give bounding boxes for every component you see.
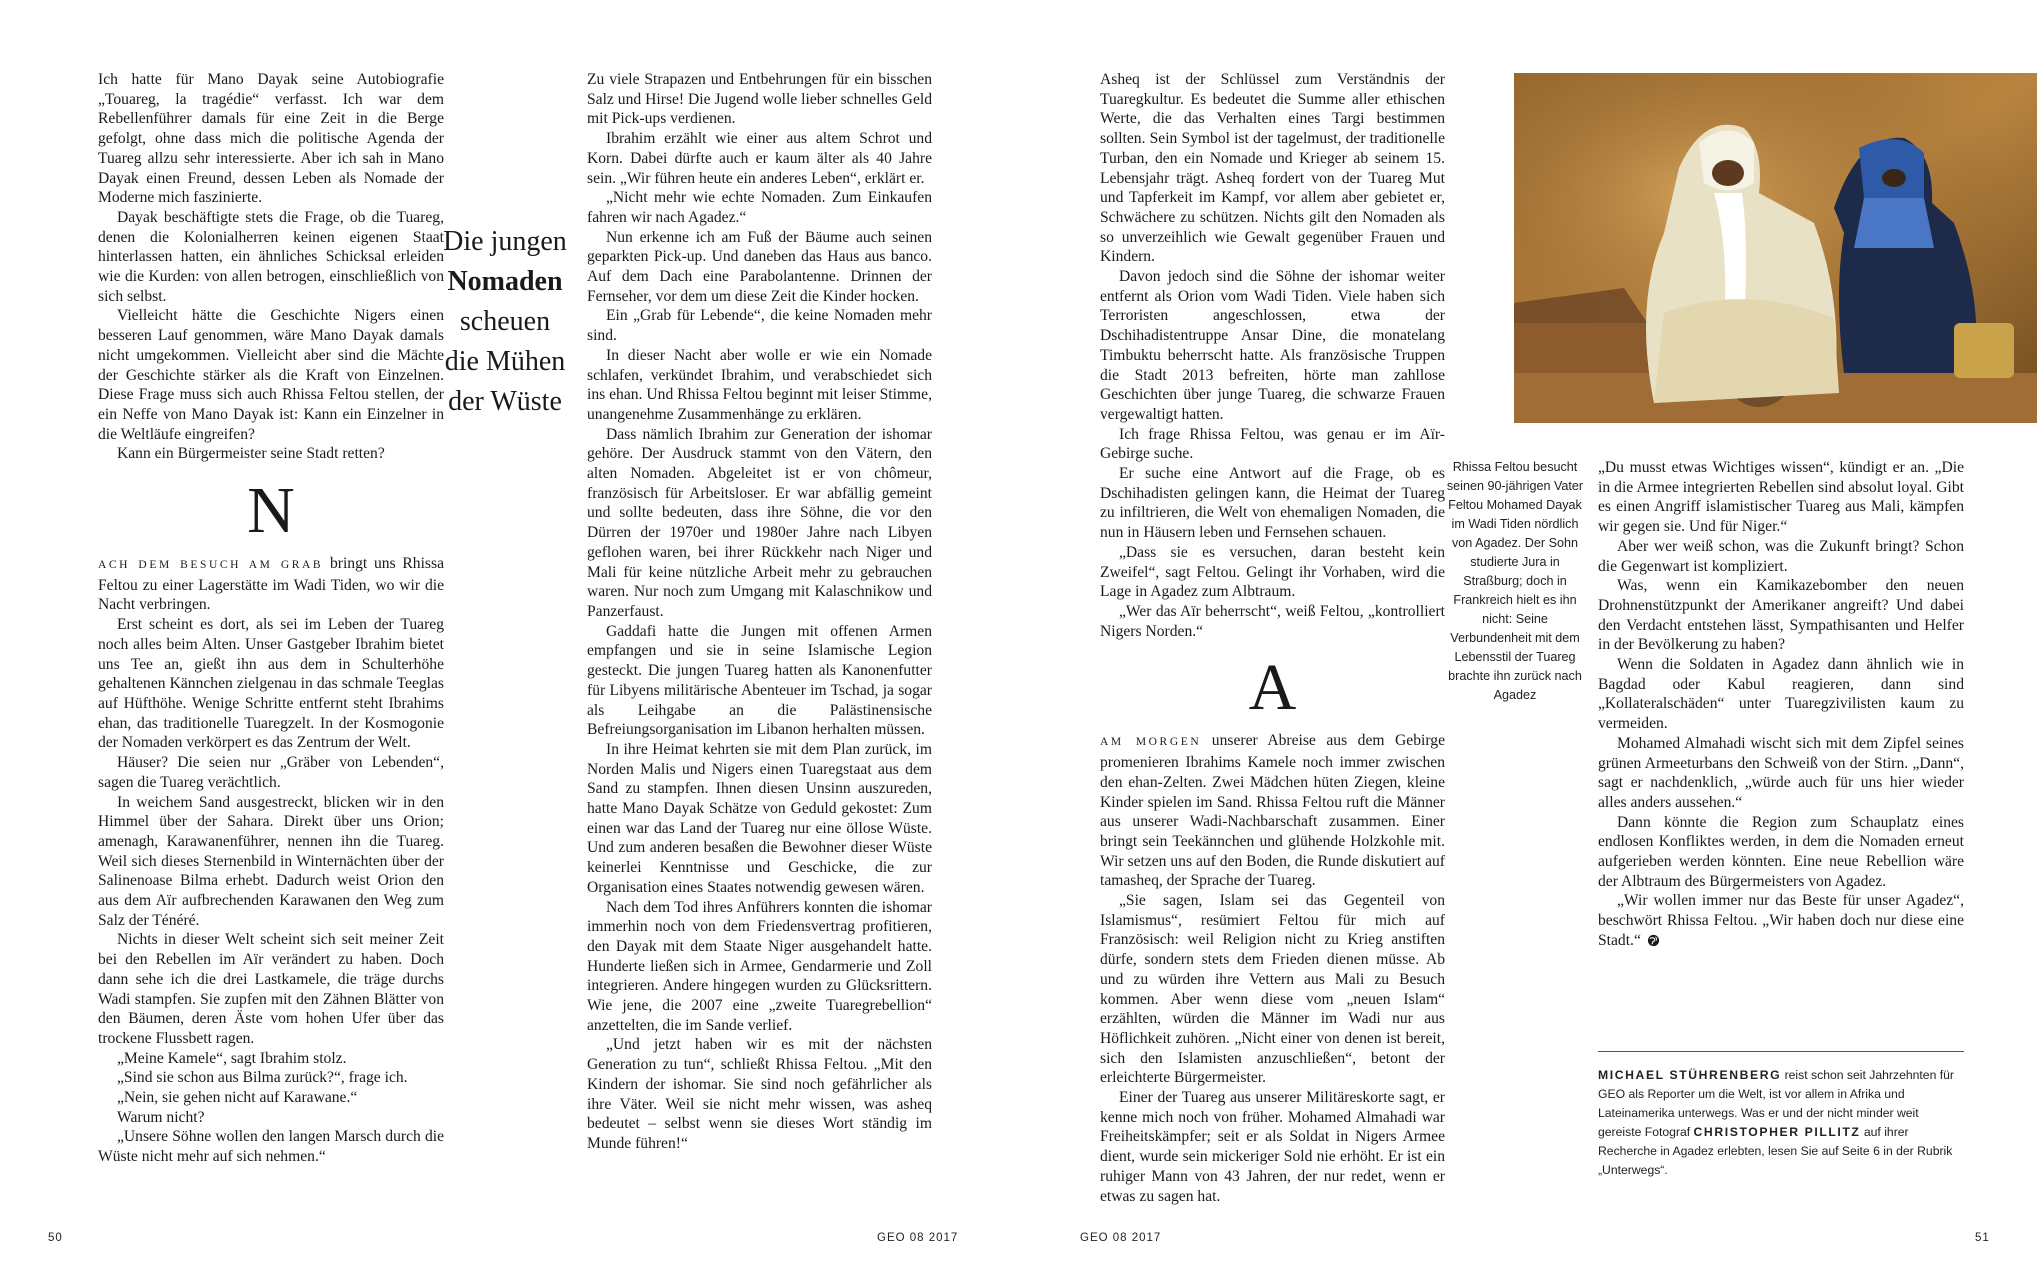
globe-icon bbox=[1647, 934, 1660, 947]
paragraph: Aber wer weiß schon, was die Zukunft bringt? Schon die Gegenwart ist kompliziert. bbox=[1598, 537, 1964, 575]
paragraph: Erst scheint es dort, als sei im Leben der Tuareg noch alles beim Alten. Unser Gastgeber Ibrahim bietet uns Tee an, gießt ihn aus dem in Schulterhöhe gehaltenen Kännchen zielgenau in das schmale Teeglas auf Hüfthöhe. Wenige Schritte entfernt steht Ibrahims ehan, das traditionelle Tuaregzelt. In der Kosmogonie der Nomaden verkörpert es das Zentrum der Welt. bbox=[98, 616, 444, 752]
credits-text: reist schon seit Jahrzehnten für GEO als Reporter um die Welt, ist vor allem in Afrika und Lateinamerika unterwegs. Was er und der nicht minder weit gereiste Fotograf bbox=[1598, 1068, 1954, 1139]
right-column-1 bbox=[1100, 70, 1445, 1206]
paragraph: Asheq ist der Schlüssel zum Verständnis der Tuaregkultur. Es bedeutet die Summe aller ethischen Werte, die das Verhalten eines Targi bestimmen sollten. Sein Symbol ist der tagelmust, der traditionelle Turban, den ein Nomade und Krieger ab seinem 15. Lebensjahr trägt. Asheq fordert von der Tuareg Mut und Tapferkeit im Kampf, vor allem aber gebietet er, Schwächere zu schützen. Nichts gilt den Nomaden als so unverzeihlich wie Gewalt gegenüber Frauen und Kindern. bbox=[1100, 71, 1445, 266]
paragraph: Nun erkenne ich am Fuß der Bäume auch seinen geparkten Pick-up. Und daneben das Haus aus banco. Auf dem Dach eine Parabolantenne. Drinnen der Fernseher, vor dem um diese Zeit die Kinder hocken. bbox=[587, 228, 932, 305]
paragraph: Vielleicht hätte die Geschichte Nigers einen besseren Lauf genommen, wäre Mano Dayak damals nicht umgekommen. Vielleicht aber sind die Mächte der Geschichte stärker als die Kraft von Einzelnen. Diese Frage muss sich auch Rhissa Feltou stellen, der ein Neffe von Mano Dayak ist: Kann ein Einzelner in die Weltläufe eingreifen? bbox=[98, 307, 444, 443]
paragraph: „Du musst etwas Wichtiges wissen“, kündigt er an. „Die in die Armee integrierten Rebellen sind absolut loyal. Gibt es einen Angriff islamistischer Tuareg aus Mali, kämpfen wir gegen sie. Und für Niger.“ bbox=[1598, 459, 1964, 536]
page-number-right: 51 bbox=[1975, 1232, 1990, 1244]
paragraph: Nach dem Tod ihres Anführers konnten die ishomar immerhin noch von dem Friedensvertrag profitieren, den Dayak mit dem Staate Niger ausgehandelt hatte. Hunderte ließen sich in Armee, Gendarmerie und Zoll integrieren. Andere hingegen wurden zu Glücksrittern. Wie jene, die 2007 eine „zweite Tuaregrebellion“ anzettelten, die im Sande verlief. bbox=[587, 898, 932, 1034]
lead-in: AM MORGEN bbox=[1100, 736, 1202, 749]
credits-text: auf ihrer Recherche in Agadez erlebten, lesen Sie auf Seite 6 in der Rubrik „Unterwegs“. bbox=[1598, 1125, 1953, 1177]
paragraph: Wenn die Soldaten in Agadez dann ähnlich wie in Bagdad oder Kabul reagieren, dann sind „Kollateralschäden“ unter Tuaregzivilisten kaum zu vermeiden. bbox=[1598, 656, 1964, 733]
paragraph: In ihre Heimat kehrten sie mit dem Plan zurück, im Norden Malis und Nigers einen Tuaregstaat aus dem Sand zu stampfen. Ihnen diesen Unsinn auszureden, hatte Mano Dayak Schätze von Geduld gekostet: Zum einen war das Land der Tuareg nur eine öllose Wüste. Und zum anderen besaßen die Bewohner dieser Wüste keinerlei Kenntnisse und Geschicke, die zur Organisation eines Staates notwendig gewesen wären. bbox=[587, 740, 932, 896]
paragraph: Ein „Grab für Lebende“, die keine Nomaden mehr sind. bbox=[587, 307, 932, 345]
paragraph: „Unsere Söhne wollen den langen Marsch durch die Wüste nicht mehr auf sich nehmen.“ bbox=[98, 1128, 444, 1166]
paragraph: Zu viele Strapazen und Entbehrungen für ein bisschen Salz und Hirse! Die Jugend wolle lieber schnelles Geld mit Pick-ups verdienen. bbox=[587, 71, 932, 128]
paragraph: „Meine Kamele“, sagt Ibrahim stolz. bbox=[117, 1049, 347, 1067]
drop-cap: N bbox=[247, 474, 295, 548]
section-lead-paragraph bbox=[98, 554, 444, 615]
magazine-issue-right: GEO 08 2017 bbox=[1080, 1232, 1162, 1244]
paragraph: Gaddafi hatte die Jungen mit offenen Armen empfangen und sie in seine Islamische Legion gesteckt. Die jungen Tuareg hatten als Kanonenfutter für Libyens militärische Abenteuer im Tschad, ja sogar als Leihgabe an die Palästinensische Befreiungsorganisation im Libanon herhalten müssen. bbox=[587, 622, 932, 739]
pull-quote-line: scheuen bbox=[459, 306, 551, 337]
tuareg-photo bbox=[1514, 73, 2037, 423]
paragraph: Ich hatte für Mano Dayak seine Autobiografie „Touareg, la tragédie“ verfasst. Ich war dem Rebellenführer damals für eine Zeit in die Berge gefolgt, ohne dass mich die politische Agenda der Tuareg allzu sehr interessierte. Aber ich sah in Mano Dayak einen Freund, dessen Leben als Nomade der Moderne mich faszinierte. bbox=[98, 71, 444, 207]
author-name: MICHAEL STÜHRENBERG bbox=[1598, 1068, 1782, 1082]
paragraph: Warum nicht? bbox=[117, 1108, 205, 1126]
author-credits bbox=[1598, 1066, 1964, 1180]
paragraph: In dieser Nacht aber wolle er wie ein Nomade schlafen, verkündet Ibrahim, und verabschiedet sich ins ehan. Und Rhissa Feltou beginnt mit leiser Stimme, unangenehme Zusammenhänge zu erklären. bbox=[587, 346, 932, 423]
lead-text: bringt uns Rhissa Feltou zu einer Lagerstätte im Wadi Tiden, wo wir die Nacht verbringen. bbox=[98, 555, 444, 614]
paragraph: „Nein, sie gehen nicht auf Karawane.“ bbox=[117, 1089, 358, 1107]
pull-quote-line: Nomaden bbox=[447, 266, 563, 297]
left-column-1 bbox=[98, 70, 444, 1167]
paragraph: Er suche eine Antwort auf die Frage, ob es Dschihadisten gelingen kann, die Heimat der Tuareg zu infiltrieren, die Welt von ehemaligen Nomaden, die nun in Häusern leben und Fernsehen schauen. bbox=[1100, 465, 1445, 542]
photographer-name: CHRISTOPHER PILLITZ bbox=[1693, 1125, 1861, 1139]
paragraph: Davon jedoch sind die Söhne der ishomar weiter entfernt als Orion vom Wadi Tiden. Viele haben sich Terroristen angeschlossen, etwa der Dschihadistentruppe Ansar Dine, die monatelang Timbuktu beherrscht hatte. Als französische Truppen die Stadt 2013 befreiten, hörte man zahllose Geschichten über junge Tuareg, die schwarze Frauen vergewaltigt hatten. bbox=[1100, 268, 1445, 423]
paragraph: Dann könnte die Region zum Schauplatz eines endlosen Konfliktes werden, in dem die Nomaden erneut aufgerieben werden könnten. Eine neue Rebellion wäre der Albtraum des Bürgermeisters von Agadez. bbox=[1598, 813, 1964, 890]
paragraph: „Und jetzt haben wir es mit der nächsten Generation zu tun“, schließt Rhissa Feltou. „Mit den Kindern der ishomar. Sie sind noch gefährlicher als ihre Väter. Weil sie nicht mehr wissen, was asheq bedeutet – selbst wenn sie dieses Wort ständig im Munde führen!“ bbox=[587, 1036, 932, 1152]
paragraph: Ibrahim erzählt wie einer aus altem Schrot und Korn. Dabei dürfte auch er kaum älter als 40 Jahre sein. „Wir führen heute ein anderes Leben“, erklärt er. bbox=[587, 130, 932, 187]
paragraph: „Dass sie es versuchen, daran besteht kein Zweifel“, sagt Feltou. Gelingt ihr Vorhaben, wird die Lage in Agadez zum Albtraum. bbox=[1100, 543, 1445, 601]
paragraph: Dass nämlich Ibrahim zur Generation der ishomar gehöre. Der Ausdruck stammt von den Vätern, den alten Nomaden. Abgeleitet ist er von chômeur, französisch für Arbeitsloser. Er war abfällig gemeint und sollte bedeuten, dass ihre Söhne, die vor den Dürren der 1970er und 1980er Jahre nach Libyen geflohen waren, bei ihrer Rückkehr nach Niger und Mali für keine nützliche Arbeit mehr zu gebrauchen waren. Nur noch zum Umgang mit Kalaschnikow und Panzerfaust. bbox=[587, 425, 932, 620]
paragraph: Nichts in dieser Welt scheint sich seit meiner Zeit bei den Rebellen im Aïr verändert zu haben. Doch dann sehe ich die drei Lastkamele, die träge durchs Wadi stampfen. Sie zupfen mit den Zähnen Blätter von den Bäumen, deren Äste vom hohen Ufer über das trockene Flussbett ragen. bbox=[98, 931, 444, 1047]
photo-caption: Rhissa Feltou besucht seinen 90-jährigen Vater Feltou Mohamed Dayak im Wadi Tiden nördlich von Agadez. Der Sohn studierte Jura in Straßburg; doch in Frankreich hielt es ihn nicht: Seine Verbundenheit mit dem Lebensstil der Tuareg brachte ihn zurück nach Agadez bbox=[1446, 460, 1584, 702]
paragraph: „Wer das Aïr beherrscht“, weiß Feltou, „kontrolliert Nigers Norden.“ bbox=[1100, 602, 1445, 640]
pull-quote bbox=[425, 222, 585, 422]
paragraph: Dayak beschäftigte stets die Frage, ob die Tuareg, denen die Kolonialherren keinen eigenen Staat hinterlassen hatten, ein ähnliches Schicksal erleiden wie die Kurden: von allen betrogen, einschließlich von sich selbst. bbox=[98, 208, 444, 305]
divider bbox=[1598, 1051, 1964, 1052]
lead-in: ACH DEM BESUCH AM GRAB bbox=[98, 559, 324, 572]
right-column-2 bbox=[1598, 458, 1964, 951]
section-lead-paragraph bbox=[1100, 731, 1445, 891]
closing-text: „Wir wollen immer nur das Beste für unser Agadez“, beschwört Rhissa Feltou. „Wir haben doch nur diese eine Stadt.“ bbox=[1598, 892, 1964, 949]
page-number-left: 50 bbox=[48, 1232, 63, 1244]
paragraph: „Nicht mehr wie echte Nomaden. Zum Einkaufen fahren wir nach Agadez.“ bbox=[587, 189, 932, 226]
paragraph bbox=[1598, 891, 1964, 950]
pull-quote-line: der Wüste bbox=[448, 386, 562, 417]
left-column-2 bbox=[587, 70, 932, 1154]
paragraph: „Sind sie schon aus Bilma zurück?“, frage ich. bbox=[117, 1069, 408, 1087]
magazine-issue-left: GEO 08 2017 bbox=[877, 1232, 959, 1244]
paragraph: Einer der Tuareg aus unserer Militäreskorte sagt, er kenne mich noch von früher. Mohamed Almahadi war Freiheitskämpfer; seit er als Soldat in Nigers Armee dient, wurde sein mickeriger Sold nie erhöht. Er ist ein ruhiger Mann von 43 Jahren, der nur redet, wenn er etwas zu sagen hat. bbox=[1100, 1089, 1445, 1205]
paragraph: Mohamed Almahadi wischt sich mit dem Zipfel seines grünen Armeeturbans den Schweiß von der Stirn. „Dann“, sagt er nachdenklich, „würde auch für uns hier wieder alles anders aussehen.“ bbox=[1598, 734, 1964, 811]
pull-quote-line: die Mühen bbox=[444, 346, 566, 377]
drop-cap: A bbox=[1248, 651, 1297, 725]
paragraph: Kann ein Bürgermeister seine Stadt retten? bbox=[117, 445, 385, 463]
paragraph: Was, wenn ein Kamikazebomber den neuen Drohnenstützpunkt der Amerikaner angreift? Und dabei den Verdacht entstehen lässt, Sympathisanten und Helfer in der Bevölkerung zu haben? bbox=[1598, 577, 1964, 654]
paragraph: „Sie sagen, Islam sei das Gegenteil von Islamismus“, resümiert Feltou für mich auf Französisch: weil Religion nicht zu Krieg anstiften dürfe, sondern stets dem Frieden dienen müsse. Ab und zu würden ihre Vettern aus Mali zu Besuch kommen. Aber wenn diese vom „neuen Islam“ erzählten, würden die Männer im Wadi nur aus Höflichkeit zuhören. „Nicht einer von denen ist bereit, sich den Islamisten anzuschließen“, betont der erleichterte Bürgermeister. bbox=[1100, 892, 1445, 1087]
pull-quote-line: Die jungen bbox=[443, 226, 567, 257]
paragraph: In weichem Sand ausgestreckt, blicken wir in den Himmel über der Sahara. Direkt über uns Orion; amenagh, Karawanenführer, nennen ihn die Tuareg. Weil sich dieses Sternenbild in Winternächten über der Salinenoase Bilma erhebt. Dadurch weist Orion den aus dem Aïr aufbrechenden Karawanen den Weg zum Salz der Ténéré. bbox=[98, 793, 444, 929]
paragraph: Häuser? Die seien nur „Gräber von Lebenden“, sagen die Tuareg verächtlich. bbox=[98, 754, 444, 791]
lead-text: unserer Abreise aus dem Gebirge promenieren Ibrahims Kamele noch immer zwischen den ehan-Zelten. Zwei Mädchen hüten Ziegen, kleine Kinder spielen im Sand. Rhissa Feltou ruft die Männer aus unserer Wadi-Nachbarschaft zusammen. Einer bringt sein Teekännchen und glühende Holzkohle mit. Wir setzen uns auf den Boden, die Runde diskutiert auf tamasheq, der Sprache der Tuareg. bbox=[1100, 732, 1445, 890]
paragraph: Ich frage Rhissa Feltou, was genau er im Aïr-Gebirge suche. bbox=[1100, 425, 1445, 463]
